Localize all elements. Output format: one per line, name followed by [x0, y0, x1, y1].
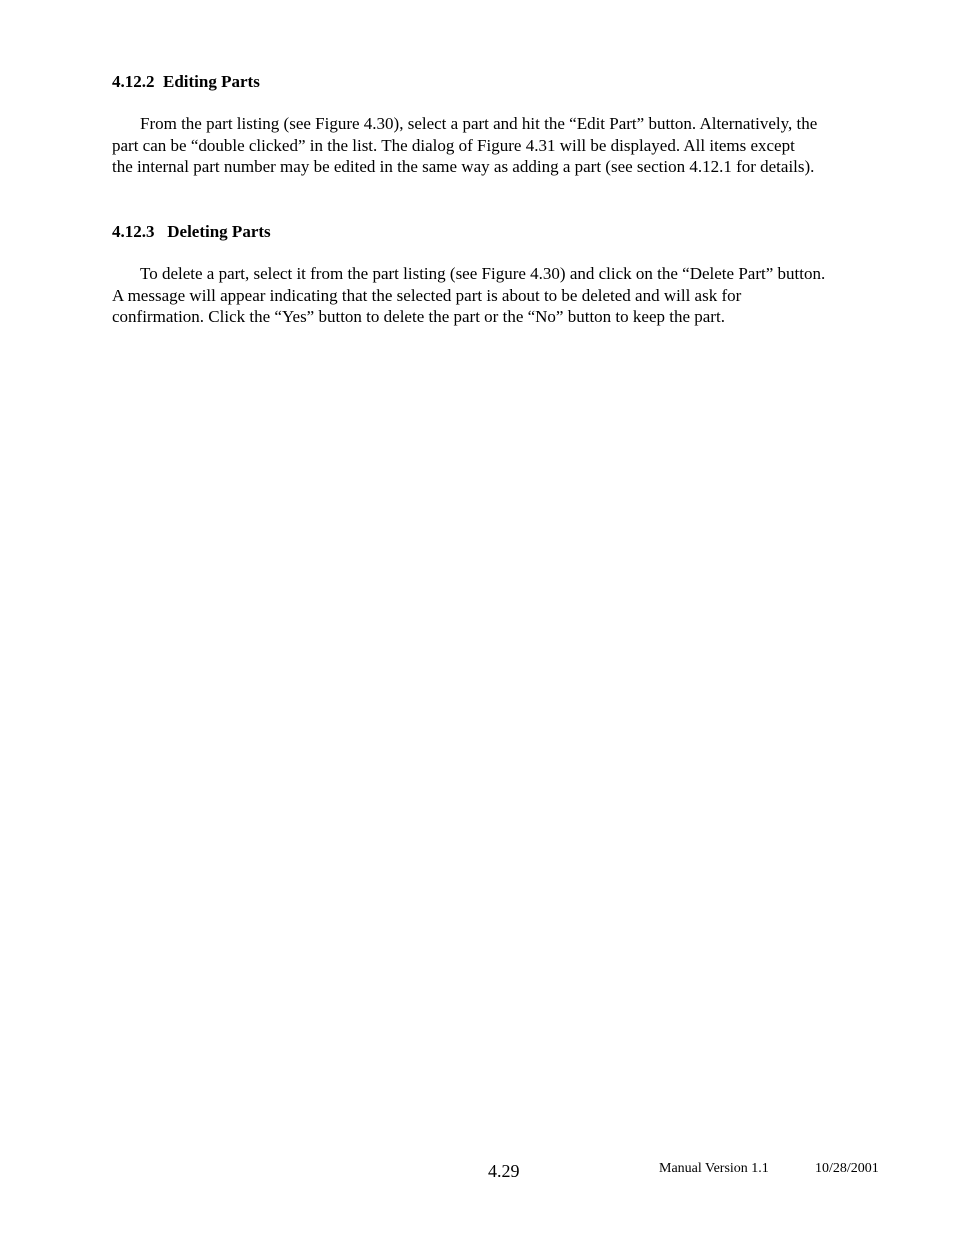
paragraph-line: A message will appear indicating that the selected part is about to be deleted and will ask for	[112, 285, 742, 305]
section-heading: 4.12.2 Editing Parts	[112, 72, 260, 91]
paragraph-line: part can be “double clicked” in the list. The dialog of Figure 4.31 will be displayed. All items except	[112, 135, 795, 155]
paragraph-line: From the part listing (see Figure 4.30), select a part and hit the “Edit Part” button. Alternatively, the	[140, 114, 818, 133]
manual-date: 10/28/2001	[815, 1161, 879, 1176]
paragraph-line: confirmation. Click the “Yes” button to delete the part or the “No” button to keep the part.	[112, 307, 725, 326]
section-paragraph	[112, 263, 902, 328]
page-number: 4.29	[488, 1161, 520, 1181]
manual-version: Manual Version 1.1	[659, 1161, 769, 1176]
section-heading: 4.12.3 Deleting Parts	[112, 222, 271, 241]
section-deleting-parts	[112, 222, 902, 328]
paragraph-line: the internal part number may be edited in the same way as adding a part (see section 4.12.1 for details).	[112, 157, 815, 176]
section-paragraph	[112, 113, 902, 178]
paragraph-line: To delete a part, select it from the part listing (see Figure 4.30) and click on the “Delete Part” button.	[140, 264, 826, 283]
section-editing-parts	[112, 72, 902, 178]
